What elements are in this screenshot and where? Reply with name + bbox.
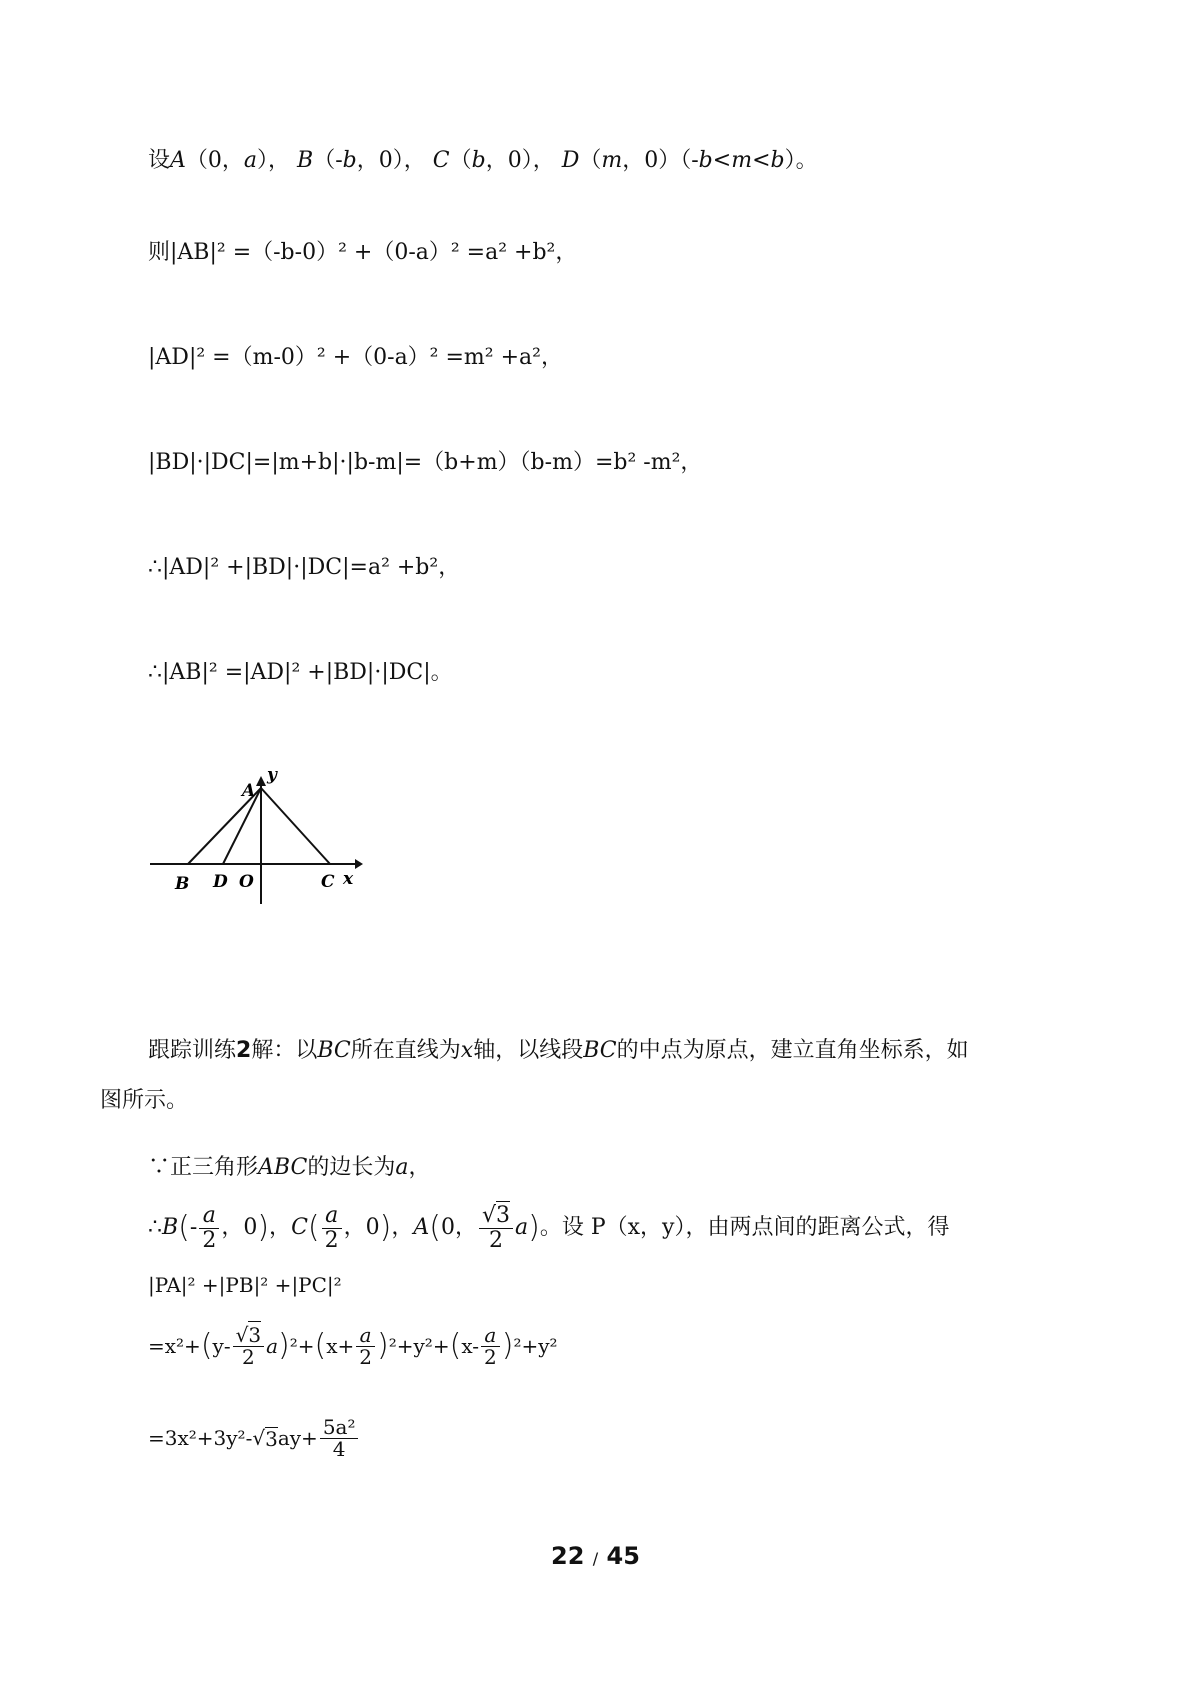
expansion-line	[148, 1318, 558, 1374]
var-ABC: ABC	[258, 1155, 308, 1180]
var-BC: BC	[317, 1038, 351, 1063]
left-paren: (	[314, 1328, 327, 1363]
var-A: A	[413, 1215, 430, 1240]
var-a: a	[243, 148, 258, 173]
var-m: m	[601, 148, 623, 173]
y-axis-arrow	[256, 776, 266, 786]
segment-AC	[261, 788, 330, 864]
text: （0，	[185, 148, 244, 173]
equation-bd-dc	[148, 452, 702, 474]
text: ，0	[221, 1215, 258, 1240]
right-paren: )	[278, 1328, 290, 1363]
equation-text: ∴|AB|² =|AD|² +|BD|·|DC|。	[148, 660, 453, 685]
text: ），	[257, 148, 291, 173]
numerator: a	[322, 1204, 342, 1228]
numerator: a	[356, 1325, 375, 1347]
var-B: B	[297, 148, 314, 173]
text: 所在直线为	[350, 1038, 461, 1063]
final-expression	[148, 1410, 360, 1466]
numerator: a	[481, 1325, 500, 1347]
text: （	[579, 148, 602, 173]
numerator: a	[199, 1204, 219, 1228]
var-a: a	[266, 1334, 279, 1358]
text: ，0）（-	[622, 148, 699, 173]
text: =3x²+3y²-√	[148, 1426, 266, 1450]
denominator: 4	[332, 1436, 346, 1461]
denominator: 2	[484, 1344, 497, 1369]
text: 轴，以线段	[473, 1038, 584, 1063]
var-B: B	[162, 1215, 179, 1240]
text: 图所示。	[100, 1088, 189, 1113]
text: ，0	[343, 1215, 380, 1240]
equation-text: ∴|AD|² +|BD|·|DC|=a² +b²，	[148, 555, 461, 580]
text: （	[449, 148, 472, 173]
fraction-a-over-2	[481, 1322, 500, 1369]
var-b: b	[471, 148, 486, 173]
left-paren: (	[178, 1210, 190, 1245]
var-b: b	[342, 148, 357, 173]
equation-text: |PA|² +|PB|² +|PC|²	[148, 1273, 342, 1297]
therefore-line-2	[148, 662, 453, 684]
denominator: 2	[241, 1344, 255, 1369]
left-paren: (	[307, 1210, 320, 1245]
var-x: x	[460, 1038, 474, 1063]
therefore-line-1	[148, 557, 460, 579]
var-BC: BC	[583, 1038, 617, 1063]
text: ²+y²	[513, 1334, 558, 1358]
fraction-a-over-2	[322, 1204, 342, 1251]
right-paren: )	[377, 1328, 389, 1363]
denominator: 2	[488, 1227, 503, 1253]
right-paren: )	[528, 1210, 540, 1245]
text: ，	[391, 1215, 414, 1240]
numerator: √3	[479, 1204, 513, 1228]
var-m: m	[731, 148, 753, 173]
current-page: 22	[551, 1542, 585, 1570]
text: ，0），	[356, 148, 426, 173]
label-D: D	[213, 872, 228, 892]
fraction-sqrt3-over-2	[233, 1322, 264, 1369]
text: ，0），	[485, 148, 555, 173]
var-C: C	[432, 148, 450, 173]
var-D: D	[561, 148, 580, 173]
numerator: 5a²	[320, 1417, 359, 1439]
text: x-	[461, 1334, 479, 1358]
right-paren: )	[257, 1210, 270, 1245]
label-O: O	[239, 872, 254, 892]
text: <	[752, 148, 771, 173]
radicand: 3	[265, 1427, 278, 1451]
solution-intro-cont	[100, 1090, 188, 1112]
fraction-5a2-over-4	[320, 1414, 359, 1461]
text: ²+y²+	[388, 1334, 450, 1358]
var-b: b	[698, 148, 713, 173]
label-C: C	[321, 872, 335, 892]
coords-text: 。设 P（x，y），由两点间的距离公式，得	[539, 1215, 950, 1240]
text: ²+	[289, 1334, 315, 1358]
text: 设	[148, 148, 171, 173]
fraction-a-over-2	[356, 1322, 375, 1369]
text: ay+	[277, 1426, 318, 1450]
page-number	[0, 1542, 1191, 1570]
right-paren: )	[379, 1210, 392, 1245]
exercise-number: 2	[236, 1038, 252, 1063]
label-y: y	[267, 765, 277, 785]
text: ∵正三角形	[148, 1155, 259, 1180]
var-A: A	[170, 148, 186, 173]
text: 跟踪训练	[148, 1038, 237, 1063]
denominator: 2	[202, 1227, 217, 1253]
var-a: a	[515, 1215, 529, 1240]
equation-text: 则|AB|² =（-b-0）² +（0-a）² =a² +b²，	[148, 240, 578, 265]
x-axis-arrow	[355, 859, 363, 869]
page-separator: /	[592, 1549, 599, 1568]
equation-ab	[148, 242, 577, 264]
minus-sign: -	[189, 1215, 198, 1240]
text: （-	[313, 148, 343, 173]
equation-ad	[148, 347, 563, 369]
text: 解：以	[251, 1038, 318, 1063]
text: 的中点为原点，建立直角坐标系，如	[616, 1038, 969, 1063]
total-pages: 45	[606, 1542, 640, 1570]
left-paren: (	[200, 1328, 213, 1363]
fraction-sqrt3-a-over-2	[479, 1204, 513, 1251]
label-B: B	[175, 874, 190, 894]
var-C: C	[291, 1215, 308, 1240]
radicand: 3	[496, 1203, 510, 1229]
text: 0，	[440, 1215, 477, 1240]
left-paren: (	[449, 1328, 462, 1363]
equation-text: |AD|² =（m-0）² +（0-a）² =m² +a²，	[148, 345, 563, 370]
text: ，	[269, 1215, 292, 1240]
because-line	[148, 1157, 430, 1179]
left-paren: (	[429, 1210, 441, 1245]
denominator: 2	[324, 1227, 339, 1253]
radicand: 3	[248, 1322, 262, 1347]
var-b: b	[770, 148, 785, 173]
label-x: x	[343, 869, 354, 889]
equation-text: |BD|·|DC|=|m+b|·|b-m|=（b+m）（b-m）=b² -m²，	[148, 450, 703, 475]
var-a: a	[395, 1155, 409, 1180]
text: y-	[212, 1334, 231, 1358]
text: <	[712, 148, 732, 173]
text: =x²+	[148, 1334, 201, 1358]
text: x+	[326, 1334, 355, 1358]
setup-line	[148, 150, 818, 172]
text: 的边长为	[307, 1155, 396, 1180]
therefore-symbol: ∴	[148, 1215, 162, 1240]
fraction-a-over-2	[199, 1204, 219, 1251]
numerator: √3	[233, 1325, 264, 1347]
text: ，	[408, 1155, 431, 1180]
label-A: A	[242, 781, 256, 801]
text: ）。	[784, 148, 818, 173]
coordinate-diagram	[150, 765, 370, 908]
solution-intro	[148, 1040, 969, 1062]
denominator: 2	[359, 1344, 373, 1369]
coordinates-line	[148, 1200, 949, 1256]
pa-sum-line	[148, 1275, 342, 1295]
right-paren: )	[501, 1328, 514, 1363]
